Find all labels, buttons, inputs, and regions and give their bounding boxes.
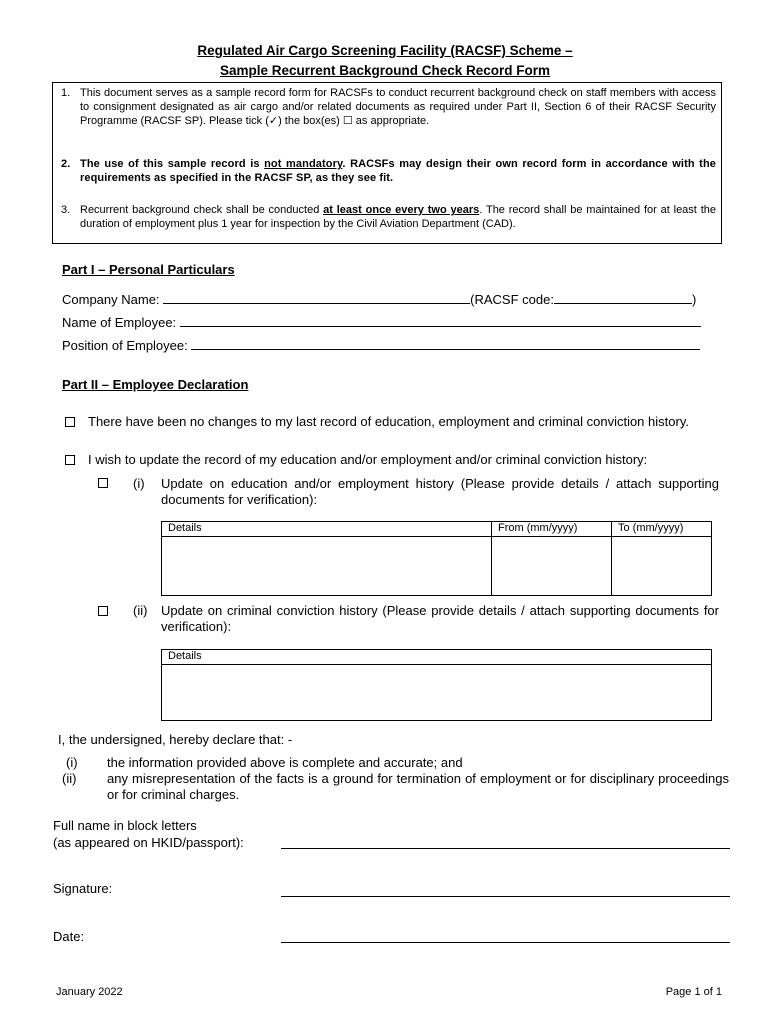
criminal-conviction-checkbox[interactable] [98, 606, 108, 616]
instructions-box [52, 82, 722, 244]
frequency-emphasis: at least once every two years [323, 204, 480, 216]
declaration-item-number: (ii) [62, 771, 77, 786]
to-cell[interactable] [612, 537, 712, 596]
note-text: . RACSFs may design their own record form in accordance with the requirements as specified in the RACSF SP, as they see fit. [80, 158, 716, 184]
note-number: 2. [61, 158, 71, 170]
date-label: Date: [53, 929, 85, 944]
declaration-intro: I, the undersigned, hereby declare that: - [58, 732, 293, 747]
footer-date: January 2022 [56, 986, 123, 998]
not-mandatory-emphasis: not mandatory [264, 158, 343, 170]
education-employment-checkbox[interactable] [98, 478, 108, 488]
employee-name-label: Name of Employee: [62, 315, 180, 330]
to-column-header: To (mm/yyyy) [612, 522, 712, 537]
declaration-item-text: the information provided above is complete and accurate; and [107, 755, 463, 770]
note-text: Recurrent background check shall be conducted [80, 204, 324, 216]
from-cell[interactable] [492, 537, 612, 596]
update-record-checkbox[interactable] [65, 455, 75, 465]
declaration-item-text: any misrepresentation of the facts is a ground for termination of employment or for disciplinary proceedings or for criminal charges. [107, 771, 729, 802]
sub-item-ii-label: (ii) [133, 603, 148, 618]
employee-name-row [62, 315, 701, 330]
criminal-conviction-text: Update on criminal conviction history (Please provide details / attach supporting documents for verification): [161, 603, 719, 634]
page-number: Page 1 of 1 [665, 986, 722, 998]
position-row [62, 338, 700, 353]
note-text: This document serves as a sample record form for RACSFs to conduct recurrent background check on staff members with access to consignment designated as air cargo and/or related documents as required under Part II, Section 6 of their RACSF Security Programme (RACSF SP). Please tick (✓) the box(es) ☐ as appropriate. [80, 87, 716, 127]
full-name-field[interactable] [281, 848, 730, 849]
company-row [62, 292, 696, 307]
full-name-label: Full name in block letters (as appeared on HKID/passport): [53, 818, 244, 850]
education-employment-text: Update on education and/or employment history (Please provide details / attach supporting documents for verification): [161, 476, 719, 507]
position-field[interactable] [191, 338, 700, 350]
note-3 [61, 203, 716, 231]
part1-heading: Part I – Personal Particulars [62, 262, 235, 277]
sub-item-i-label: (i) [133, 476, 145, 491]
close-paren: ) [691, 292, 697, 307]
note-text: The use of this sample record is [80, 158, 265, 170]
company-name-label: Company Name: [62, 292, 164, 307]
note-2 [61, 157, 716, 185]
no-change-checkbox[interactable] [65, 417, 75, 427]
note-1 [61, 86, 716, 128]
note-number: 1. [61, 87, 71, 99]
racsf-code-field[interactable] [554, 292, 692, 304]
no-change-option-text: There have been no changes to my last record of education, employment and criminal conviction history. [88, 414, 689, 429]
details-column-header: Details [162, 650, 712, 665]
signature-label: Signature: [53, 881, 113, 896]
update-record-option-text: I wish to update the record of my education and/or employment and/or criminal conviction history: [88, 452, 648, 467]
racsf-code-label: (RACSF code: [470, 292, 554, 307]
note-number: 3. [61, 204, 71, 216]
details-cell[interactable] [162, 537, 492, 596]
part2-heading: Part II – Employee Declaration [62, 377, 249, 392]
criminal-conviction-table [161, 649, 712, 721]
employee-name-field[interactable] [180, 315, 701, 327]
note-text: . The record shall be maintained for at least the duration of employment plus 1 year for inspection by the Civil Aviation Department (CAD). [80, 204, 716, 230]
form-title-line2: Sample Recurrent Background Check Record Form [219, 63, 551, 78]
form-title-line1: Regulated Air Cargo Screening Facility (RACSF) Scheme – [197, 43, 573, 58]
signature-field[interactable] [281, 896, 730, 897]
declaration-item-number: (i) [66, 755, 78, 770]
education-employment-table [161, 521, 712, 596]
date-field[interactable] [281, 942, 730, 943]
details-cell[interactable] [162, 665, 712, 721]
company-name-field[interactable] [163, 292, 470, 304]
from-column-header: From (mm/yyyy) [492, 522, 612, 537]
details-column-header: Details [162, 522, 492, 537]
position-label: Position of Employee: [62, 338, 192, 353]
